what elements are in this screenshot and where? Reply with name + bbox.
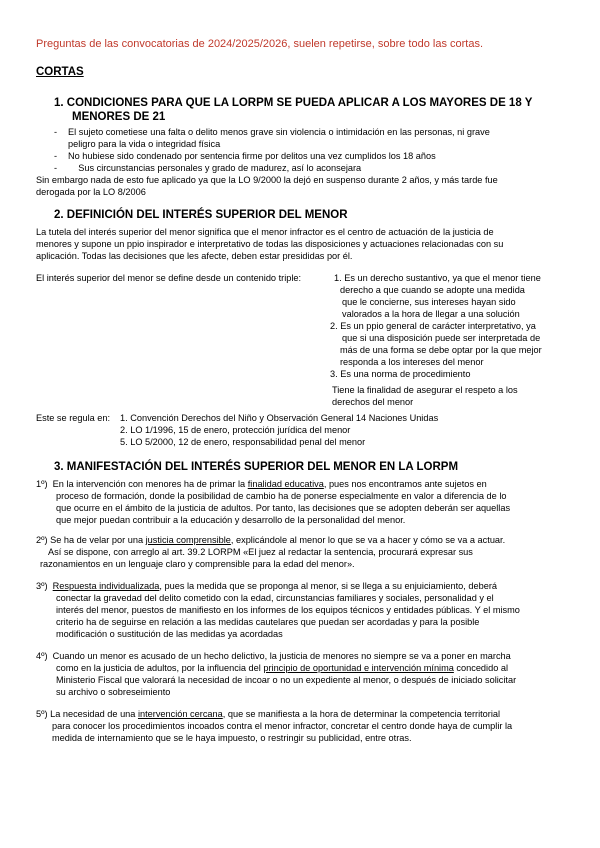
s2-paragraph: La tutela del interés superior del menor significa que el menor infractor es el centro de actuación de la justicia de menores y supone un ppio inspirador e interpretativo de todas las disposiciones y actuaciones relacionadas con su aplicación. Todas las decisiones que les afecte, deben estar presididas por él. — [36, 227, 504, 261]
s2-triple-list: 1. Es un derecho sustantivo, ya que el menor tiene derecho a que cuando se adopte una medida que le concierne, sus intereses hayan sido valorados a la hora de llegar a una solución 2. Es un ppio general de carácter interpretativo, ya que si una disposición puede ser interpretada de más de una forma se debe optar por la que mejor responda a los intereses del menor 3. Es una norma de procedimiento Tiene la finalidad de asegurar el respeto a los derechos del menor — [330, 273, 542, 407]
s3-item-2: 2º) Se ha de velar por una justicia comprensible, explicándole al menor lo que se va a hacer y cómo se va a actuar. Así se dispone, con arreglo al art. 39.2 LORPM «El juez al redactar la sentencia, procurará expresar sus razonamientos en un lenguaje claro y comprensible para la edad del menor». — [36, 535, 506, 569]
s2-title: 2. DEFINICIÓN DEL INTERÉS SUPERIOR DEL MENOR — [54, 209, 348, 221]
s3-title: 3. MANIFESTACIÓN DEL INTERÉS SUPERIOR DEL MENOR EN LA LORPM — [54, 461, 459, 473]
s3-item-4: 4º) Cuando un menor es acusado de un hecho delictivo, la justicia de menores no siempre se va a poner en marcha como en la justicia de adultos, por la influencia del principio de oportunidad e intervención mínima concedido al Ministerio Fiscal que valorará la necesidad de incoar o no un expediente al menor, o después de iniciado solicitar su archivo o sobreseimiento — [36, 651, 517, 697]
list-item: - El sujeto cometiese una falta o delito menos grave sin violencia o intimidación en las personas, ni grave — [54, 127, 490, 137]
section-heading-cortas: CORTAS — [36, 66, 84, 78]
intro-note: Preguntas de las convocatorias de 2024/2025/2026, suelen repetirse, sobre todo las cortas. — [36, 38, 484, 50]
s3-item-5: 5º) La necesidad de una intervención cercana, que se manifiesta a la hora de determinar la competencia territorial para conocer los procedimientos incoados contra el menor infractor, concretar el centro donde haya de cumplir la medida de internamiento que se le haya impuesto, o restringir su publicidad, entre otras. — [36, 709, 513, 743]
list-item: - Sus circunstancias personales y grado de madurez, así lo aconsejara — [54, 163, 362, 173]
list-item: - No hubiese sido condenado por sentencia firme por delitos una vez cumplidos los 18 años — [54, 151, 436, 161]
s1-title — [54, 96, 532, 124]
s1-title-line2: MENORES DE 21 — [72, 111, 166, 123]
s2-regulan-lead: Este se regula en: — [36, 413, 111, 423]
s1-note: Sin embargo nada de esto fue aplicado ya que la LO 9/2000 la dejó en suspenso durante 2 años, y más tarde fue derogada por la LO 8/2006 — [36, 175, 498, 197]
s3-item-3: 3º) Respuesta individualizada, pues la medida que se proponga al menor, si se llega a su enjuiciamiento, deberá conectar la gravedad del delito cometido con la edad, circunstancias familiares y sociales, personalidad y el interés del menor, puestos de manifiesto en los informes de los equipos técnicos y entidades públicas. Y el mismo criterio ha de seguirse en relación a las medidas cautelares que puedan ser acordadas y para la posible modificación o sustitución de las medidas ya acordadas — [36, 581, 520, 639]
s3-item-1: 1º) En la intervención con menores ha de primar la finalidad educativa, pues nos encontramos ante sujetos en proceso de formación, donde la posibilidad de cambio ha de ponerse especialmente en valor a diferencia de lo que ocurre en el ámbito de la justicia de adultos. Por tanto, las decisiones que se adopten deberán ser aquellas que mejor puedan contribuir a la educación y desarrollo de la personalidad del menor. — [36, 479, 511, 525]
s1-title-line1: 1. CONDICIONES PARA QUE LA LORPM SE PUEDA APLICAR A LOS MAYORES DE 18 Y — [54, 97, 533, 109]
list-item-continuation: peligro para la vida o integridad física — [68, 139, 221, 149]
s2-regulan-list: 1. Convención Derechos del Niño y Observación General 14 Naciones Unidas 2. LO 1/1996, 15 de enero, protección jurídica del menor 5. LO 5/2000, 12 de enero, responsabilidad penal del menor — [120, 413, 439, 447]
s1-bullet-list — [54, 126, 490, 174]
s2-triple-lead: El interés superior del menor se define desde un contenido triple: — [36, 273, 302, 283]
